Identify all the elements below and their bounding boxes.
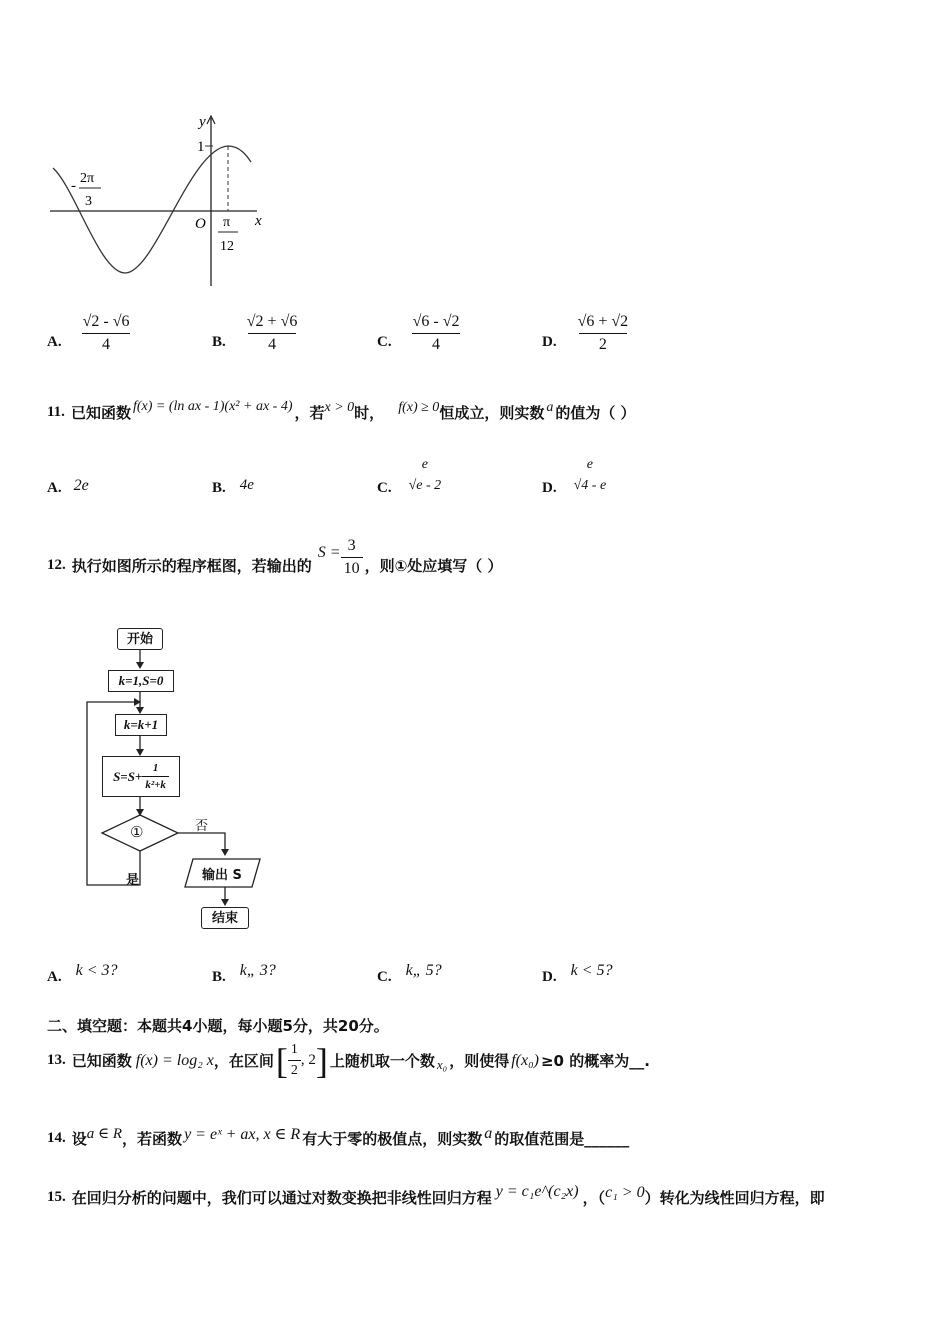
option-value: 4e (239, 477, 254, 493)
y-axis-label: y (199, 114, 206, 130)
option-numerator: √2 + √6 (246, 313, 298, 330)
option-label: A. (47, 969, 62, 985)
option-denominator: 4 (248, 333, 296, 354)
option-numerator: e (421, 457, 428, 472)
sine-graph (45, 108, 285, 288)
question-number: 12. (47, 557, 66, 573)
q14-stem: 14. 设 a ∈ R ，若函数 y = eˣ + ax, x ∈ R 有大于零的极值点，则实数 a 的取值范围是 ______ (47, 1124, 630, 1148)
flow-output: 输出 S (202, 868, 242, 883)
option-label: A. (47, 334, 62, 350)
option-label: B. (212, 480, 226, 496)
option-numerator: e (586, 457, 593, 472)
q12-option-c[interactable] (377, 955, 442, 986)
question-number: 14. (47, 1130, 66, 1146)
flow-update-num: 1 (152, 762, 159, 774)
q11-option-d[interactable] (542, 454, 609, 497)
option-value: k < 5? (570, 961, 613, 979)
option-value: k„ 3? (239, 961, 276, 979)
pos-tick-num: π (223, 215, 231, 230)
section-title: 二、填空题：本题共4小题，每小题5分，共20分。 (47, 1017, 389, 1035)
q10-option-c[interactable] (377, 313, 462, 354)
flow-update (102, 756, 180, 797)
option-label: A. (47, 480, 62, 496)
option-numerator: √6 - √2 (412, 313, 460, 330)
q13-stem: 13. 已知函数 f(x) = log₂ x ，在区间 [ $\frac{1}{2}$ , 2 ] 上随机取一个数 x₀ ，则使得 f(x₀) ≥0 的概率为 __. (47, 1040, 650, 1081)
option-label: B. (212, 334, 226, 350)
function-expression: y = eˣ + ax, x ∈ R (184, 1125, 301, 1143)
option-value: k„ 5? (405, 961, 442, 979)
q11-option-b[interactable] (212, 474, 254, 497)
interval: [ $\frac{1}{2}$ , 2 ] (275, 1040, 328, 1081)
option-numerator: √2 - √6 (82, 313, 130, 330)
answer-blank[interactable]: ______ (584, 1129, 630, 1148)
origin-label: O (195, 216, 206, 232)
option-denominator: √4 - e (571, 475, 610, 494)
q11-stem: 11. 已知函数 f(x) = (ln ax - 1)(x² + ax - 4) ，若 x > 0 时， f(x) ≥ 0 恒成立，则实数 a 的值为（ ） (47, 398, 636, 422)
option-value: 2e (73, 476, 89, 494)
flow-init: k=1,S=0 (108, 670, 174, 692)
flow-end: 结束 (201, 907, 249, 929)
max-value-label: 1 (197, 139, 205, 155)
q11-option-c[interactable] (377, 454, 444, 497)
q12-option-b[interactable] (212, 955, 276, 986)
q15-stem: 15. 在回归分析的问题中，我们可以通过对数变换把非线性回归方程 y = c₁e^(c₂x) ，（ c₁ > 0 ）转化为线性回归方程，即 (47, 1182, 825, 1207)
option-label: C. (377, 969, 392, 985)
x-axis-label: x (255, 213, 262, 229)
question-number: 15. (47, 1189, 66, 1205)
flow-increment: k=k+1 (115, 714, 167, 736)
neg-tick-num: 2π (80, 171, 95, 186)
q10-option-d[interactable] (542, 313, 631, 354)
q10-option-b[interactable] (212, 313, 300, 354)
question-number: 13. (47, 1052, 66, 1068)
option-numerator: √6 + √2 (577, 313, 629, 330)
neg-tick-den: 3 (85, 194, 92, 209)
question-number: 11. (47, 404, 65, 420)
flow-condition: ① (130, 823, 144, 841)
q12-stem: 12. 执行如图所示的程序框图，若输出的 S = $\frac{3}{10}$ ，则①处应填写（ ） (47, 537, 503, 577)
q12-option-a[interactable] (47, 955, 118, 986)
flow-yes-label: 是 (126, 873, 140, 888)
option-label: C. (377, 334, 392, 350)
option-label: B. (212, 969, 226, 985)
pos-tick-den: 12 (220, 239, 234, 254)
option-denominator: 4 (412, 333, 460, 354)
q12-option-d[interactable] (542, 955, 613, 986)
function-expression: f(x) = (ln ax - 1)(x² + ax - 4) (132, 398, 293, 414)
flow-start: 开始 (117, 628, 163, 650)
flowchart (80, 625, 280, 935)
option-denominator: √e - 2 (406, 475, 445, 494)
option-label: C. (377, 480, 392, 496)
regression-equation: y = c₁e^(c₂x) (495, 1182, 579, 1200)
neg-sign: - (71, 178, 76, 194)
option-label: D. (542, 334, 557, 350)
flow-no-label: 否 (195, 819, 209, 834)
answer-blank[interactable]: __. (629, 1051, 650, 1070)
q11-option-a[interactable] (47, 474, 89, 497)
flow-update-lhs: S=S+ (113, 768, 143, 784)
option-value: k < 3? (75, 961, 118, 979)
q10-option-a[interactable] (47, 313, 132, 354)
function-expression: f(x) = log₂ x (135, 1051, 214, 1069)
option-denominator: 4 (82, 333, 130, 354)
option-denominator: 2 (579, 333, 627, 354)
option-label: D. (542, 480, 557, 496)
option-label: D. (542, 969, 557, 985)
flow-update-den: k²+k (142, 776, 169, 791)
